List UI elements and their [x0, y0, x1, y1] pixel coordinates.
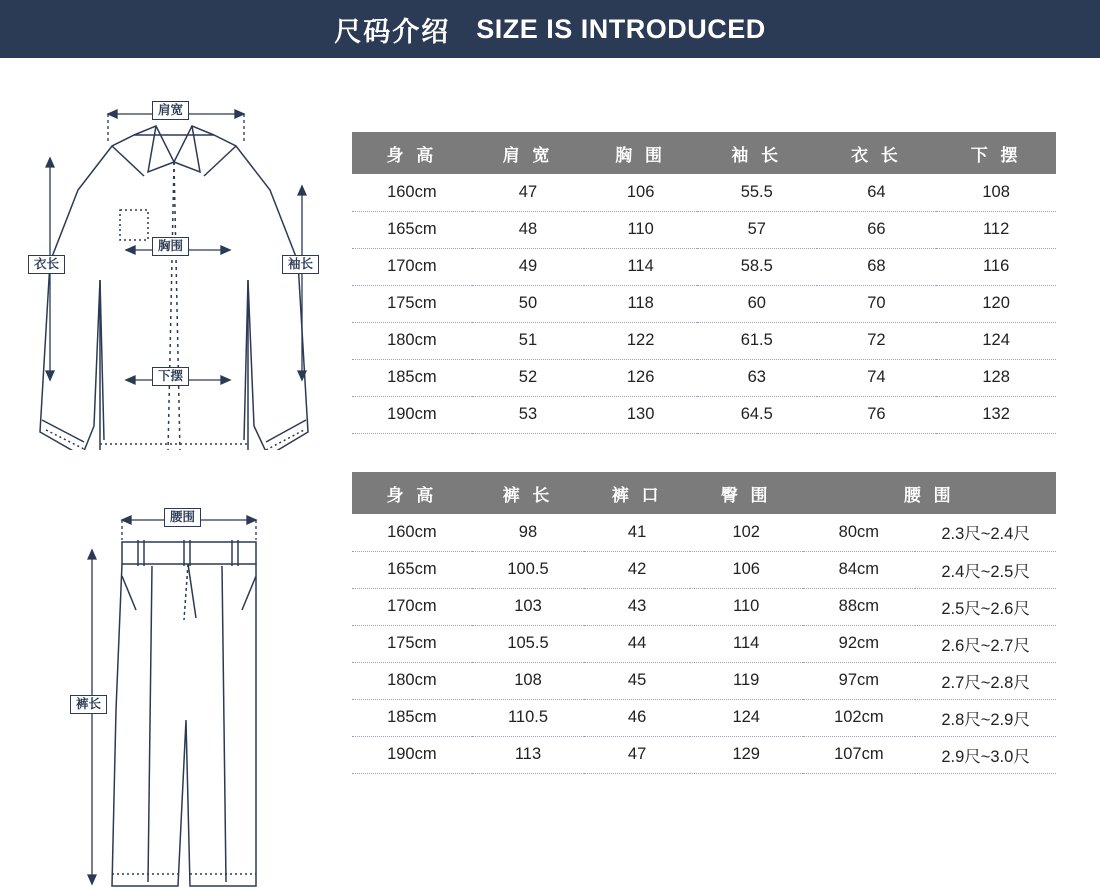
cell-height: 170cm — [352, 248, 472, 285]
cell-sleeve: 60 — [697, 285, 817, 322]
cell-waist-cm: 92cm — [803, 625, 916, 662]
column-header-pants-length: 裤 长 — [472, 472, 585, 514]
cell-pants-opening: 46 — [584, 699, 690, 736]
cell-length: 72 — [817, 322, 937, 359]
cell-waist-cm: 88cm — [803, 588, 916, 625]
cell-waist-chi: 2.6尺~2.7尺 — [915, 625, 1056, 662]
cell-hem: 128 — [936, 359, 1056, 396]
cell-waist-cm: 102cm — [803, 699, 916, 736]
label-waist: 腰围 — [164, 508, 201, 527]
cell-height: 190cm — [352, 396, 472, 433]
cell-waist-chi: 2.3尺~2.4尺 — [915, 514, 1056, 551]
cell-pants-opening: 47 — [584, 736, 690, 773]
page-title-en: SIZE IS INTRODUCED — [476, 13, 766, 44]
cell-length: 70 — [817, 285, 937, 322]
cell-pants-length: 105.5 — [472, 625, 585, 662]
cell-hip: 110 — [690, 588, 803, 625]
label-shoulder-width: 肩宽 — [152, 101, 189, 120]
shirt-illustration — [16, 80, 336, 450]
cell-hip: 106 — [690, 551, 803, 588]
cell-waist-chi: 2.5尺~2.6尺 — [915, 588, 1056, 625]
column-header-sleeve: 袖 长 — [697, 132, 817, 174]
cell-height: 185cm — [352, 699, 472, 736]
cell-chest: 110 — [584, 211, 697, 248]
table-header-row — [352, 132, 1056, 174]
column-header-shoulder: 肩 宽 — [472, 132, 585, 174]
cell-waist-cm: 97cm — [803, 662, 916, 699]
label-chest: 胸围 — [152, 237, 189, 256]
table-row — [352, 211, 1056, 248]
table-row — [352, 248, 1056, 285]
cell-waist-cm: 80cm — [803, 514, 916, 551]
table-row — [352, 662, 1056, 699]
table-row — [352, 514, 1056, 551]
cell-hem: 124 — [936, 322, 1056, 359]
pants-diagram-svg — [60, 490, 340, 890]
shirt-size-table-wrapper — [352, 132, 1056, 434]
cell-length: 66 — [817, 211, 937, 248]
cell-shoulder: 52 — [472, 359, 585, 396]
page-title-cn: 尺码介绍 — [334, 16, 451, 47]
table-row — [352, 625, 1056, 662]
cell-hip: 102 — [690, 514, 803, 551]
cell-length: 76 — [817, 396, 937, 433]
cell-sleeve: 58.5 — [697, 248, 817, 285]
cell-pants-opening: 43 — [584, 588, 690, 625]
cell-pants-opening: 45 — [584, 662, 690, 699]
table-header-row — [352, 472, 1056, 514]
column-header-hip: 臀 围 — [690, 472, 803, 514]
column-header-waist: 腰 围 — [803, 472, 1056, 514]
cell-length: 68 — [817, 248, 937, 285]
cell-chest: 106 — [584, 174, 697, 211]
cell-chest: 126 — [584, 359, 697, 396]
cell-chest: 130 — [584, 396, 697, 433]
cell-hip: 119 — [690, 662, 803, 699]
cell-length: 74 — [817, 359, 937, 396]
cell-height: 160cm — [352, 174, 472, 211]
cell-sleeve: 64.5 — [697, 396, 817, 433]
cell-pants-length: 103 — [472, 588, 585, 625]
cell-height: 190cm — [352, 736, 472, 773]
table-row — [352, 551, 1056, 588]
cell-waist-chi: 2.8尺~2.9尺 — [915, 699, 1056, 736]
pants-illustration — [60, 490, 340, 890]
page-content — [0, 58, 1100, 837]
cell-sleeve: 61.5 — [697, 322, 817, 359]
cell-waist-chi: 2.9尺~3.0尺 — [915, 736, 1056, 773]
cell-sleeve: 57 — [697, 211, 817, 248]
cell-hip: 129 — [690, 736, 803, 773]
cell-shoulder: 51 — [472, 322, 585, 359]
cell-waist-chi: 2.7尺~2.8尺 — [915, 662, 1056, 699]
table-row — [352, 322, 1056, 359]
cell-pants-opening: 42 — [584, 551, 690, 588]
cell-pants-opening: 41 — [584, 514, 690, 551]
cell-pants-length: 108 — [472, 662, 585, 699]
cell-chest: 122 — [584, 322, 697, 359]
cell-shoulder: 50 — [472, 285, 585, 322]
cell-shoulder: 48 — [472, 211, 585, 248]
column-header-height: 身 高 — [352, 472, 472, 514]
page-header — [0, 0, 1100, 58]
cell-hem: 132 — [936, 396, 1056, 433]
table-row — [352, 699, 1056, 736]
cell-height: 170cm — [352, 588, 472, 625]
pants-size-table — [352, 472, 1056, 774]
table-row — [352, 174, 1056, 211]
cell-hem: 116 — [936, 248, 1056, 285]
table-row — [352, 359, 1056, 396]
cell-length: 64 — [817, 174, 937, 211]
cell-height: 175cm — [352, 625, 472, 662]
cell-waist-cm: 107cm — [803, 736, 916, 773]
cell-pants-length: 110.5 — [472, 699, 585, 736]
column-header-length: 衣 长 — [817, 132, 937, 174]
table-row — [352, 285, 1056, 322]
table-row — [352, 396, 1056, 433]
cell-pants-length: 100.5 — [472, 551, 585, 588]
cell-height: 165cm — [352, 551, 472, 588]
cell-height: 180cm — [352, 322, 472, 359]
label-garment-length: 衣长 — [28, 255, 65, 274]
cell-hem: 120 — [936, 285, 1056, 322]
label-sleeve-length: 袖长 — [282, 255, 319, 274]
cell-height: 160cm — [352, 514, 472, 551]
cell-hem: 112 — [936, 211, 1056, 248]
label-hem: 下摆 — [152, 367, 189, 386]
cell-pants-opening: 44 — [584, 625, 690, 662]
cell-shoulder: 53 — [472, 396, 585, 433]
cell-height: 185cm — [352, 359, 472, 396]
cell-hip: 114 — [690, 625, 803, 662]
cell-shoulder: 49 — [472, 248, 585, 285]
shirt-size-table — [352, 132, 1056, 434]
cell-chest: 114 — [584, 248, 697, 285]
cell-sleeve: 55.5 — [697, 174, 817, 211]
column-header-pants-opening: 裤 口 — [584, 472, 690, 514]
table-row — [352, 736, 1056, 773]
cell-chest: 118 — [584, 285, 697, 322]
cell-pants-length: 98 — [472, 514, 585, 551]
cell-height: 175cm — [352, 285, 472, 322]
cell-shoulder: 47 — [472, 174, 585, 211]
column-header-chest: 胸 围 — [584, 132, 697, 174]
cell-sleeve: 63 — [697, 359, 817, 396]
pants-size-table-wrapper — [352, 472, 1056, 774]
cell-pants-length: 113 — [472, 736, 585, 773]
cell-waist-cm: 84cm — [803, 551, 916, 588]
column-header-height: 身 高 — [352, 132, 472, 174]
cell-height: 165cm — [352, 211, 472, 248]
label-pants-length: 裤长 — [70, 695, 107, 714]
cell-waist-chi: 2.4尺~2.5尺 — [915, 551, 1056, 588]
column-header-hem: 下 摆 — [936, 132, 1056, 174]
cell-height: 180cm — [352, 662, 472, 699]
cell-hem: 108 — [936, 174, 1056, 211]
cell-hip: 124 — [690, 699, 803, 736]
table-row — [352, 588, 1056, 625]
